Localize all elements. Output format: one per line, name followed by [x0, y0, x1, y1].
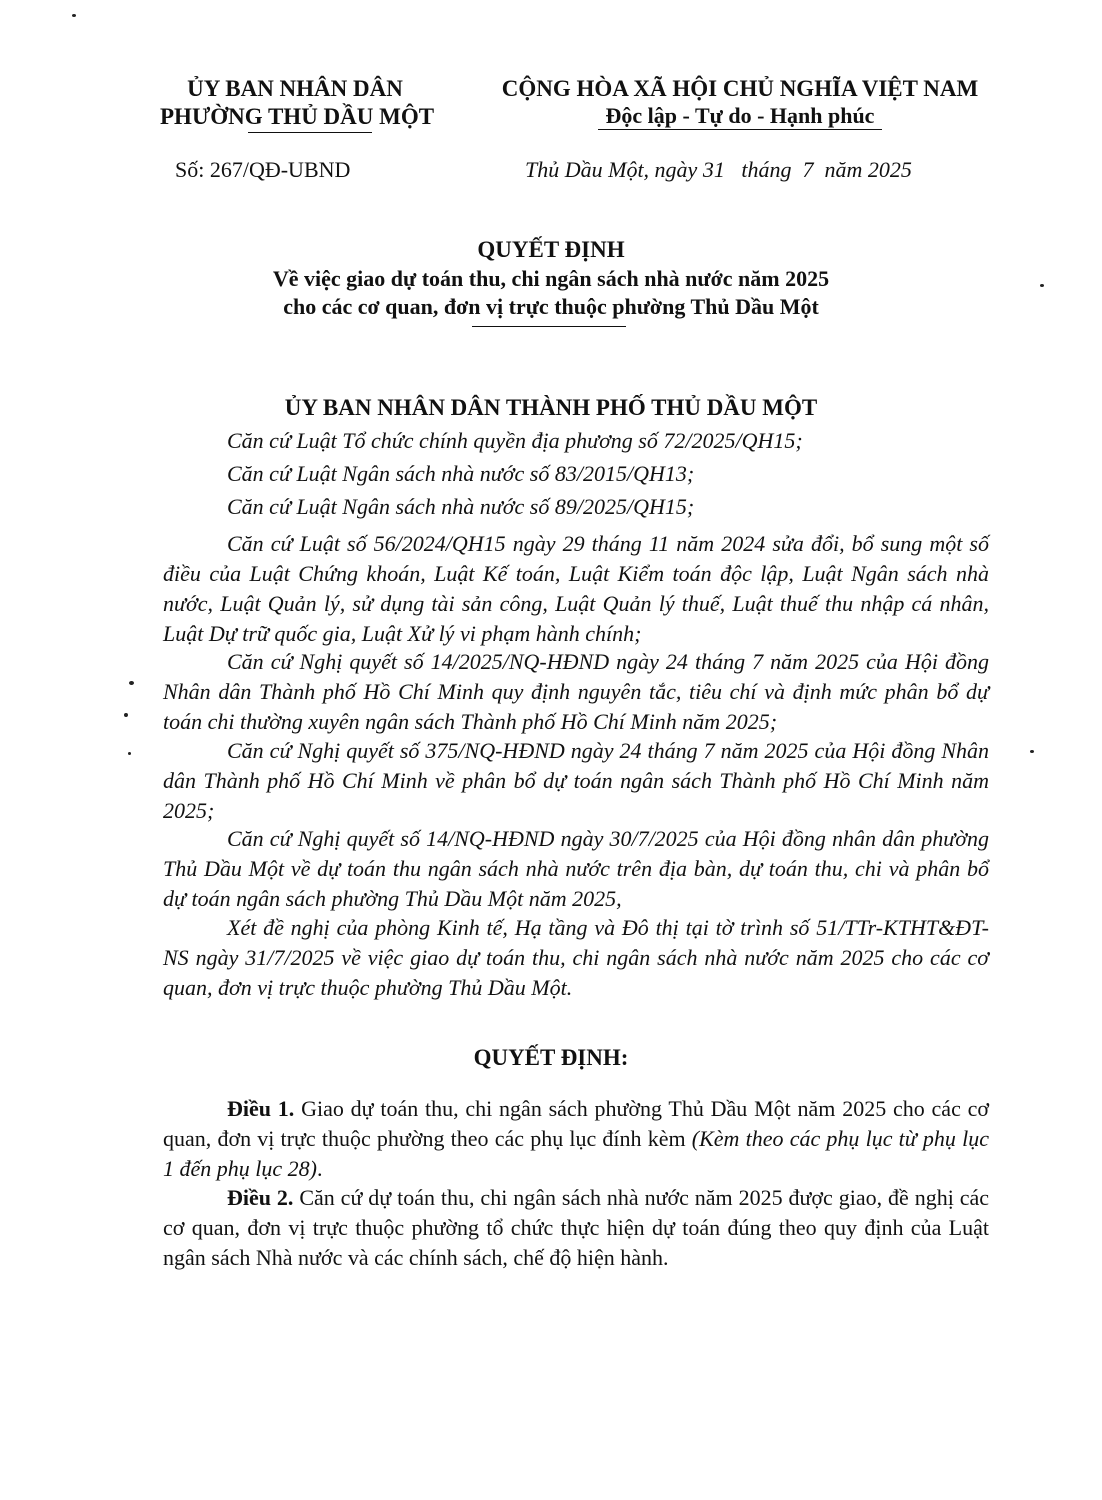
article-1: [163, 1094, 989, 1184]
basis-5: Căn cứ Nghị quyết số 14/2025/NQ-HĐND ngày 24 tháng 7 năm 2025 của Hội đồng Nhân dân Thành phố Hồ Chí Minh quy định nguyên tắc, tiêu chí và định mức phân bổ dự toán chi thường xuyên ngân sách Thành phố Hồ Chí Minh năm 2025;: [163, 649, 989, 734]
scan-speck: [72, 14, 76, 17]
basis-1: Căn cứ Luật Tổ chức chính quyền địa phương số 72/2025/QH15;: [227, 428, 803, 453]
article-2-label: Điều 2.: [227, 1185, 294, 1210]
basis-8: Xét đề nghị của phòng Kinh tế, Hạ tầng và Đô thị tại tờ trình số 51/TTr-KTHT&ĐT-NS ngày 31/7/2025 về việc giao dự toán thu, chi ngân sách nhà nước năm 2025 cho các cơ quan, đơn vị trực thuộc phường Thủ Dầu Một.: [163, 915, 989, 1000]
scan-speck: [128, 752, 131, 755]
scan-speck: [129, 681, 134, 685]
decision-title: QUYẾT ĐỊNH: [477, 237, 625, 262]
article-2-text: Căn cứ dự toán thu, chi ngân sách nhà nước năm 2025 được giao, đề nghị các cơ quan, đơn vị trực thuộc phường tổ chức thực hiện dự toán đúng theo quy định của Luật ngân sách Nhà nước và các chính sách, chế độ hiện hành.: [163, 1185, 990, 1270]
scan-speck: [124, 713, 128, 717]
article-1-tail: .: [316, 1156, 323, 1181]
basis-7: Căn cứ Nghị quyết số 14/NQ-HĐND ngày 30/7/2025 của Hội đồng nhân dân phường Thủ Dầu Một về dự toán thu ngân sách nhà nước trên địa bàn, dự toán thu, chi và phân bổ dự toán ngân sách phường Thủ Dầu Một năm 2025,: [163, 826, 989, 911]
article-1-text: Giao dự toán thu, chi ngân sách phường Thủ Dầu Một năm 2025 cho các cơ quan, đơn vị trực thuộc phường theo các phụ lục đính kèm: [163, 1096, 990, 1151]
motto-underline: [598, 129, 882, 130]
issuer-name: ỦY BAN NHÂN DÂN: [187, 76, 403, 101]
place-date: Thủ Dầu Một, ngày 31 tháng 7 năm 2025: [525, 157, 912, 182]
article-1-label: Điều 1.: [227, 1096, 295, 1121]
decision-subject-line-2: cho các cơ quan, đơn vị trực thuộc phường Thủ Dầu Một: [283, 294, 819, 319]
scan-speck: [1030, 750, 1034, 753]
article-2: [163, 1183, 989, 1273]
scan-speck: [1040, 284, 1044, 287]
decides-heading: QUYẾT ĐỊNH:: [473, 1045, 629, 1070]
document-number: Số: 267/QĐ-UBND: [175, 157, 351, 182]
national-motto: Độc lập - Tự do - Hạnh phúc: [605, 103, 875, 128]
issuer-underline: [248, 132, 372, 133]
issuer-ward: PHƯỜNG THỦ DẦU MỘT: [160, 104, 435, 129]
basis-6: Căn cứ Nghị quyết số 375/NQ-HĐND ngày 24 tháng 7 năm 2025 của Hội đồng Nhân dân Thành phố Hồ Chí Minh về phân bổ dự toán ngân sách Thành phố Hồ Chí Minh năm 2025;: [163, 738, 989, 823]
basis-3: Căn cứ Luật Ngân sách nhà nước số 89/2025/QH15;: [227, 494, 695, 519]
basis-4: Căn cứ Luật số 56/2024/QH15 ngày 29 tháng 11 năm 2024 sửa đổi, bổ sung một số điều của Luật Chứng khoán, Luật Kế toán, Luật Kiểm toán độc lập, Luật Ngân sách nhà nước, Luật Quản lý, sử dụng tài sản công, Luật Quản lý thuế, Luật thuế thu nhập cá nhân, Luật Dự trữ quốc gia, Luật Xử lý vi phạm hành chính;: [163, 531, 989, 646]
subject-underline: [472, 326, 626, 327]
basis-2: Căn cứ Luật Ngân sách nhà nước số 83/2015/QH13;: [227, 461, 695, 486]
national-title: CỘNG HÒA XÃ HỘI CHỦ NGHĨA VIỆT NAM: [501, 76, 979, 101]
decision-subject-line-1: Về việc giao dự toán thu, chi ngân sách nhà nước năm 2025: [272, 266, 830, 291]
article-1-note: (Kèm theo các phụ lục từ phụ lục 1 đến phụ lục 28): [163, 1126, 989, 1181]
authority-name: ỦY BAN NHÂN DÂN THÀNH PHỐ THỦ DẦU MỘT: [284, 395, 818, 420]
